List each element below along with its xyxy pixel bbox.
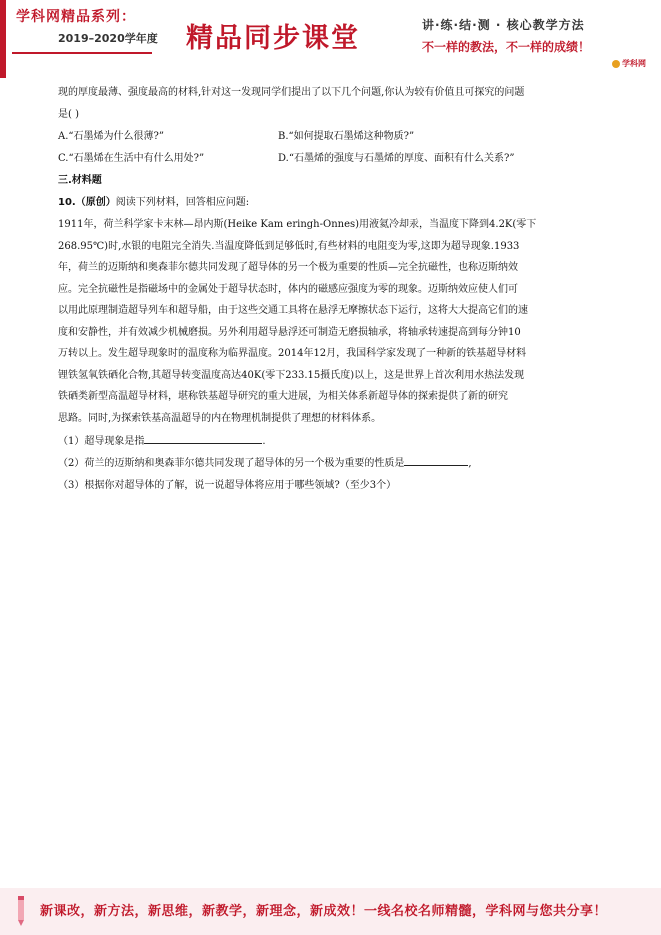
header-title: 精品同步课堂 (186, 23, 360, 54)
question-stem-continued: 现的厚度最薄、强度最高的材料,针对这一发现同学们提出了以下几个问题,你认为较有价值且可探究的问题 (58, 87, 525, 98)
passage-line: 1911年，荷兰科学家卡末林—昂内斯(Heike Kam eringh-Onnes)用液氦冷却汞，当温度下降到4.2K(零下 (58, 219, 537, 230)
passage-line: 万转以上。发生超导现象时的温度称为临界温度。2014年12月，我国科学家发现了一种新的铁基超导材料 (58, 348, 527, 359)
passage-line: 年，荷兰的迈斯纳和奥森菲尔德共同发现了超导体的另一个极为重要的性质—完全抗磁性，也称迈斯纳效 (58, 262, 518, 273)
page-header (0, 0, 661, 78)
site-logo: 学科网 (612, 58, 646, 69)
answer-blank-1 (144, 431, 262, 444)
header-accent-bar (0, 0, 6, 78)
option-a: A.“石墨烯为什么很薄?” (58, 131, 164, 142)
logo-icon (612, 60, 620, 68)
question-stem-end: 是( ) (58, 109, 79, 120)
pencil-icon (10, 894, 32, 928)
footer-slogan: 新课改，新方法，新思维，新教学，新理念，新成效！一线名校名师精髓，学科网与您共分享！ (40, 904, 608, 919)
section-heading: 三.材料题 (58, 175, 102, 186)
sub-question-3: （3）根据你对超导体的了解，说一说超导体将应用于哪些领域?（至少3个） (58, 480, 397, 491)
answer-blank-2 (404, 453, 468, 466)
document-body (58, 82, 608, 497)
reading-passage (58, 214, 608, 429)
passage-line: 268.95℃)时,水银的电阻完全消失.当温度降低到足够低时,有些材料的电阻变为零,这即为超导现象.1933 (58, 240, 520, 252)
sub-question-1: （1）超导现象是指 . (58, 431, 608, 453)
option-b: B.“如何提取石墨烯这种物质?” (278, 131, 415, 142)
options-row-2 (58, 148, 608, 170)
question-number: 10.（原创） (58, 197, 116, 208)
question-10-header (58, 192, 608, 214)
passage-line: 思路。同时,为探索铁基高温超导的内在物理机制提供了理想的材料体系。 (58, 412, 382, 424)
sub-question-2: （2）荷兰的迈斯纳和奥森菲尔德共同发现了超导体的另一个极为重要的性质是 , (58, 453, 608, 475)
options-row-1 (58, 126, 608, 148)
series-label: 学科网精品系列： (16, 9, 136, 25)
header-slogan-results: 不一样的教法，不一样的成绩！ (422, 40, 591, 54)
passage-line: 应。完全抗磁性是指磁场中的金属处于超导状态时，体内的磁感应强度为零的现象。迈斯纳效应使人们可 (58, 283, 518, 295)
question-stem: 阅读下列材料，回答相应问题: (115, 197, 250, 208)
passage-line: 锂铁氢氧铁硒化合物,其超导转变温度高达40K(零下233.15摄氏度)以上，这是世界上首次利用水热法发现 (58, 369, 525, 381)
header-divider (12, 52, 152, 54)
passage-line: 以用此原理制造超导列车和超导船，由于这些交通工具将在悬浮无摩擦状态下运行，这将大大提高它们的速 (58, 305, 528, 316)
page-footer (0, 888, 661, 935)
school-year: 2019–2020学年度 (58, 32, 158, 45)
header-slogan-methods: 讲·练·结·测 · 核心教学方法 (422, 18, 585, 32)
passage-line: 铁硒类新型高温超导材料，堪称铁基超导研究的重大进展，为相关体系新超导体的探索提供了新的研究 (58, 391, 508, 402)
option-c: C.“石墨烯在生活中有什么用处?” (58, 153, 205, 164)
passage-line: 度和安静性，并有效减少机械磨损。另外利用超导悬浮还可制造无磨损轴承，将轴承转速提高到每分钟10 (58, 326, 521, 338)
option-d: D.“石墨烯的强度与石墨烯的厚度、面积有什么关系?” (278, 153, 515, 164)
